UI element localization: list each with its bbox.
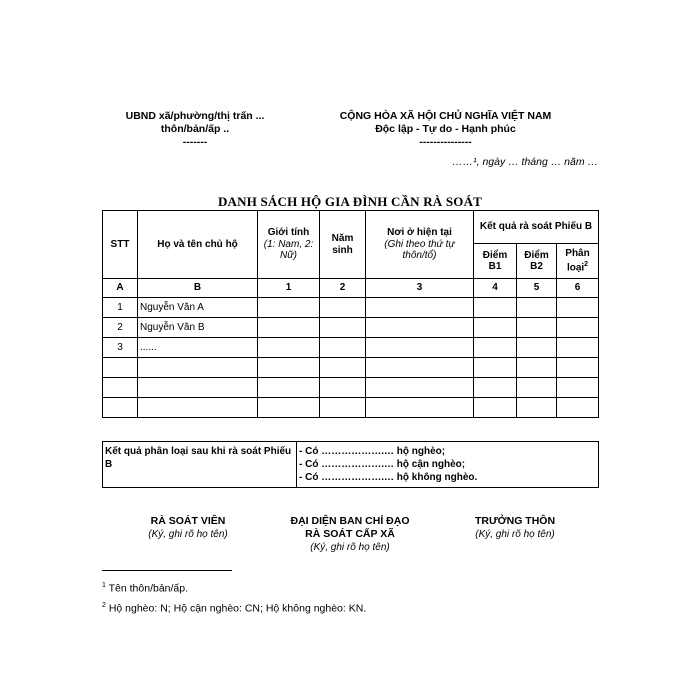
summary-options [297, 442, 599, 488]
row-score-b2 [517, 378, 557, 398]
signature-instruction: (Ký, ghi rõ họ tên) [310, 542, 390, 553]
index-cell: A [103, 279, 138, 298]
summary-option-not-poor: - Có ……………….… hộ không nghèo. [299, 472, 478, 483]
footnote-divider [102, 570, 232, 571]
row-birth-year [320, 378, 366, 398]
index-cell: 3 [366, 279, 474, 298]
row-score-b1 [474, 398, 517, 418]
table-row [103, 398, 599, 418]
header-classification-label: Phân loại [565, 247, 590, 274]
footnote-ref-2: 2 [584, 261, 589, 269]
header-gender [258, 211, 320, 279]
signature-instruction: (Ký, ghi rõ họ tên) [475, 529, 555, 540]
row-name: Nguyễn Văn B [138, 318, 258, 338]
signature-title: ĐẠI DIỆN BAN CHỈ ĐẠO [290, 515, 410, 527]
motto-line-1: CỘNG HÒA XÃ HỘI CHỦ NGHĨA VIỆT NAM [339, 110, 552, 122]
table-row [103, 318, 599, 338]
row-residence [366, 298, 474, 318]
household-table [102, 210, 599, 418]
index-cell: 6 [557, 279, 599, 298]
row-gender [258, 378, 320, 398]
row-name [138, 398, 258, 418]
row-score-b2 [517, 358, 557, 378]
row-stt [103, 378, 138, 398]
row-gender [258, 298, 320, 318]
row-residence [366, 398, 474, 418]
summary-option-poor: - Có ……………….… hộ nghèo; [299, 446, 446, 457]
row-score-b2 [517, 298, 557, 318]
row-name: ...... [138, 338, 258, 358]
row-score-b1 [474, 358, 517, 378]
footnote-2 [102, 602, 366, 615]
row-stt: 2 [103, 318, 138, 338]
row-residence [366, 338, 474, 358]
row-classification [557, 318, 599, 338]
row-score-b2 [517, 318, 557, 338]
table-row [103, 298, 599, 318]
row-stt: 3 [103, 338, 138, 358]
row-stt [103, 398, 138, 418]
row-birth-year [320, 338, 366, 358]
row-classification [557, 338, 599, 358]
header-gender-note: (1: Nam, 2: Nữ) [263, 238, 314, 262]
row-stt [103, 358, 138, 378]
row-residence [366, 358, 474, 378]
row-classification [557, 298, 599, 318]
header-residence-note: (Ghi theo thứ tự thôn/tổ) [384, 238, 455, 262]
index-cell: 5 [517, 279, 557, 298]
signature-instruction: (Ký, ghi rõ họ tên) [148, 529, 228, 540]
signature-title-line-2: RÀ SOÁT CẤP XÃ [305, 528, 395, 540]
row-residence [366, 378, 474, 398]
header-gender-label: Giới tính [267, 227, 310, 239]
signature-village-head [445, 515, 585, 541]
classification-summary [102, 441, 599, 488]
row-score-b1 [474, 298, 517, 318]
row-name [138, 358, 258, 378]
authority-rule: ------- [182, 136, 208, 148]
header-classification [557, 244, 599, 279]
footnote-text: Hộ nghèo: N; Hộ cận nghèo: CN; Hộ không nghèo: KN. [105, 602, 367, 615]
row-birth-year [320, 298, 366, 318]
date-line: ……¹, ngày … tháng … năm … [452, 156, 598, 168]
row-gender [258, 398, 320, 418]
header-residence [366, 211, 474, 279]
index-cell: B [138, 279, 258, 298]
authority-line-1: UBND xã/phường/thị trấn ... [125, 110, 265, 122]
header-score-b2: Điểm B2 [517, 244, 557, 279]
row-classification [557, 378, 599, 398]
national-motto [318, 110, 573, 149]
row-score-b1 [474, 318, 517, 338]
table-row [103, 358, 599, 378]
index-cell: 2 [320, 279, 366, 298]
signature-steering-committee [270, 515, 430, 554]
row-score-b1 [474, 378, 517, 398]
motto-rule: --------------- [419, 136, 472, 148]
document-title: DANH SÁCH HỘ GIA ĐÌNH CẦN RÀ SOÁT [217, 194, 483, 209]
row-gender [258, 338, 320, 358]
index-cell: 1 [258, 279, 320, 298]
summary-label: Kết quả phân loại sau khi rà soát Phiếu B [103, 442, 297, 488]
summary-option-near-poor: - Có ……………….… hộ cận nghèo; [299, 459, 466, 470]
row-birth-year [320, 398, 366, 418]
footnote-mark: 2 [102, 602, 106, 609]
row-score-b2 [517, 398, 557, 418]
authority-line-2: thôn/bản/ấp .. [160, 123, 230, 135]
header-score-b1: Điểm B1 [474, 244, 517, 279]
row-birth-year [320, 358, 366, 378]
footnote-text: Tên thôn/bản/ấp. [105, 582, 189, 595]
row-stt: 1 [103, 298, 138, 318]
header-name: Họ và tên chủ hộ [138, 211, 258, 279]
row-score-b1 [474, 338, 517, 358]
row-classification [557, 398, 599, 418]
index-cell: 4 [474, 279, 517, 298]
issuing-authority [110, 110, 280, 149]
row-name: Nguyễn Văn A [138, 298, 258, 318]
signature-reviewer [118, 515, 258, 541]
header-stt: STT [103, 211, 138, 279]
table-row [103, 338, 599, 358]
signature-title: TRƯỞNG THÔN [474, 515, 556, 527]
row-name [138, 378, 258, 398]
row-residence [366, 318, 474, 338]
header-residence-label: Nơi ở hiện tại [387, 227, 452, 239]
footnote-mark: 1 [102, 582, 106, 589]
table-row [103, 378, 599, 398]
row-birth-year [320, 318, 366, 338]
header-birth-year: Năm sinh [320, 211, 366, 279]
row-gender [258, 358, 320, 378]
footnote-1 [102, 582, 188, 595]
row-score-b2 [517, 338, 557, 358]
motto-line-2: Độc lập - Tự do - Hạnh phúc [375, 123, 516, 135]
header-result-group: Kết quả rà soát Phiếu B [474, 211, 599, 244]
signature-title: RÀ SOÁT VIÊN [150, 515, 226, 527]
row-gender [258, 318, 320, 338]
row-classification [557, 358, 599, 378]
